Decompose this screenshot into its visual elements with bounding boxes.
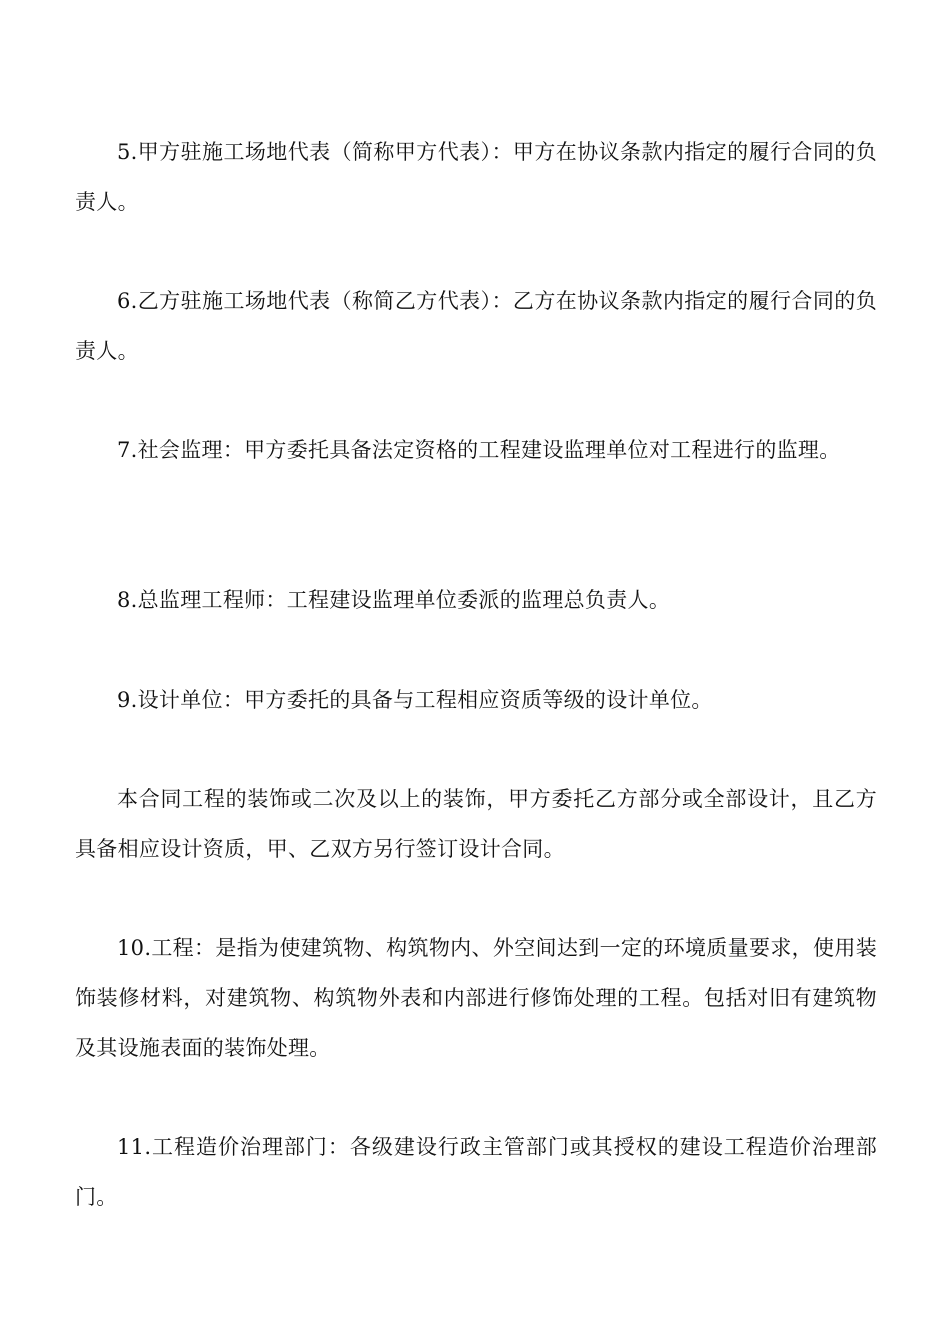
design-contract-paragraph: 本合同工程的装饰或二次及以上的装饰，甲方委托乙方部分或全部设计，且乙方具备相应设计资质，甲、乙双方另行签订设计合同。 <box>75 787 877 861</box>
clause-6-paragraph: 6.乙方驻施工场地代表（称简乙方代表）：乙方在协议条款内指定的履行合同的负责人。 <box>75 289 877 363</box>
clause-8-paragraph: 8.总监理工程师：工程建设监理单位委派的监理总负责人。 <box>117 588 671 612</box>
clause-9-paragraph: 9.设计单位：甲方委托的具备与工程相应资质等级的设计单位。 <box>117 688 713 712</box>
clause-11-paragraph: 11.工程造价治理部门：各级建设行政主管部门或其授权的建设工程造价治理部门。 <box>75 1135 877 1209</box>
clause-5-paragraph: 5.甲方驻施工场地代表（简称甲方代表）：甲方在协议条款内指定的履行合同的负责人。 <box>75 140 877 214</box>
clause-10-paragraph: 10.工程：是指为使建筑物、构筑物内、外空间达到一定的环境质量要求，使用装饰装修材料，对建筑物、构筑物外表和内部进行修饰处理的工程。包括对旧有建筑物及其设施表面的装饰处理。 <box>75 936 877 1060</box>
clause-7-paragraph: 7.社会监理：甲方委托具备法定资格的工程建设监理单位对工程进行的监理。 <box>117 438 841 462</box>
